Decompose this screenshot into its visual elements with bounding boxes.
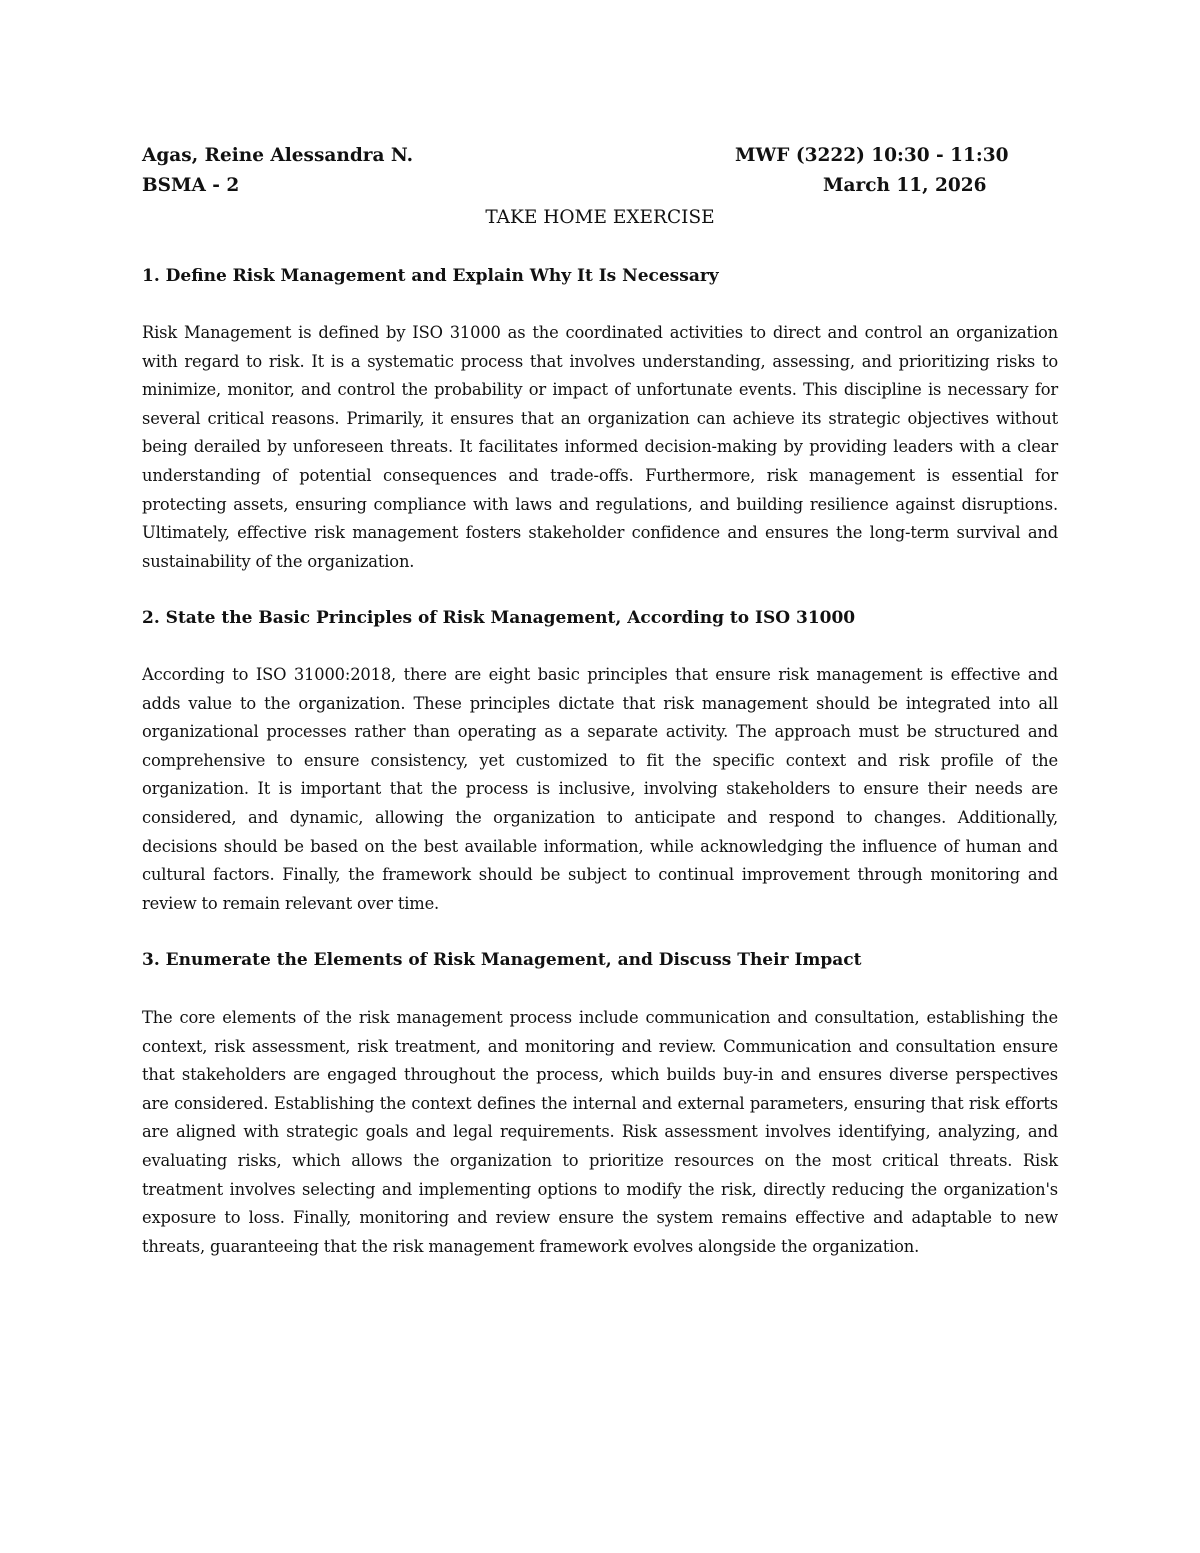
- header-row-1: [142, 145, 1058, 175]
- document-title: TAKE HOME EXERCISE: [485, 207, 715, 228]
- question-1-answer: Risk Management is defined by ISO 31000 as the coordinated activities to direct and control an organization with regard to risk. It is a systematic process that involves understanding, assessing, and prioritizing risks to minimize, monitor, and control the probability or impact of unfortunate events. This discipline is necessary for several critical reasons. Primarily, it ensures that an organization can achieve its strategic objectives without being derailed by unforeseen threats. It facilitates informed decision-making by providing leaders with a clear understanding of potential consequences and trade-offs. Furthermore, risk management is essential for protecting assets, ensuring compliance with laws and regulations, and building resilience against disruptions. Ultimately, effective risk management fosters stakeholder confidence and ensures the long-term survival and sustainability of the organization.: [142, 323, 1058, 571]
- question-2-answer: According to ISO 31000:2018, there are eight basic principles that ensure risk management is effective and adds value to the organization. These principles dictate that risk management should be integrated into all organizational processes rather than operating as a separate activity. The approach must be structured and comprehensive to ensure consistency, yet customized to fit the specific context and risk profile of the organization. It is important that the process is inclusive, involving stakeholders to ensure their needs are considered, and dynamic, allowing the organization to anticipate and respond to changes. Additionally, decisions should be based on the best available information, while acknowledging the influence of human and cultural factors. Finally, the framework should be subject to continual improvement through monitoring and review to remain relevant over time.: [142, 665, 1058, 913]
- course-section: BSMA - 2: [142, 175, 240, 196]
- class-schedule: MWF (3222) 10:30 - 11:30: [735, 145, 1009, 166]
- question-3-answer: The core elements of the risk management process include communication and consultation, establishing the context, risk assessment, risk treatment, and monitoring and review. Communication and consultation ensure that stakeholders are engaged throughout the process, which builds buy-in and ensures diverse perspectives are considered. Establishing the context defines the internal and external parameters, ensuring that risk efforts are aligned with strategic goals and legal requirements. Risk assessment involves identifying, analyzing, and evaluating risks, which allows the organization to prioritize resources on the most critical threats. Risk treatment involves selecting and implementing options to modify the risk, directly reducing the organization's exposure to loss. Finally, monitoring and review ensure the system remains effective and adaptable to new threats, guaranteeing that the risk management framework evolves alongside the organization.: [142, 1008, 1058, 1256]
- question-1-heading: 1. Define Risk Management and Explain Why It Is Necessary: [142, 266, 719, 286]
- question-3-heading: 3. Enumerate the Elements of Risk Management, and Discuss Their Impact: [142, 950, 862, 970]
- header-row-2: [142, 175, 1058, 205]
- document-date: March 11, 2026: [823, 175, 987, 196]
- student-name: Agas, Reine Alessandra N.: [142, 145, 414, 166]
- question-2-heading: 2. State the Basic Principles of Risk Management, According to ISO 31000: [142, 608, 856, 628]
